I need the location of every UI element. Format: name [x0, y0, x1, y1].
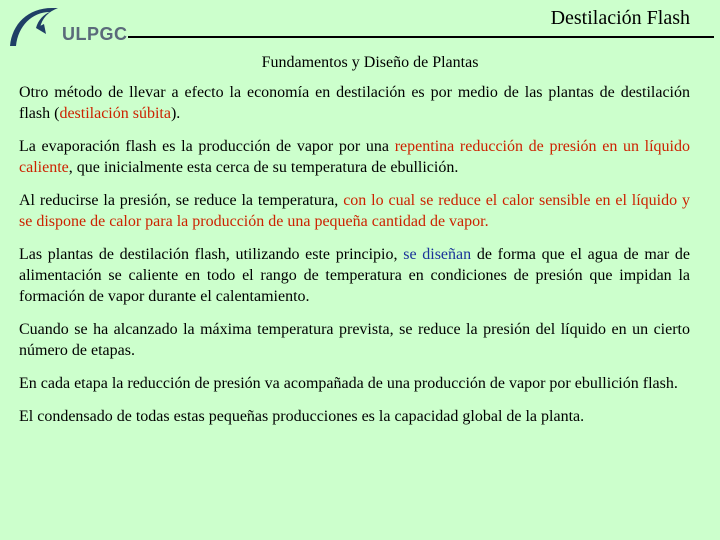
paragraph-2 [19, 136, 690, 178]
text-run: En cada etapa la reducción de presión va acompañada de una producción de vapor por ebullición flash. [19, 375, 678, 392]
text-run: de forma que el agua de mar de alimentación se caliente en todo el rango de temperatura en condiciones de presión que impidan la formación de vapor durante el calentamiento. [19, 246, 691, 305]
header-divider [128, 36, 714, 38]
text-run: La evaporación flash es la producción de vapor por una [19, 138, 395, 155]
text-run: Las plantas de destilación flash, utilizando este principio, [19, 246, 404, 263]
text-run: Cuando se ha alcanzado la máxima temperatura prevista, se reduce la presión del líquido en un cierto número de etapas. [19, 321, 690, 359]
content-body [19, 82, 690, 439]
text-run: El condensado de todas estas pequeñas producciones es la capacidad global de la planta. [19, 408, 585, 425]
page-title: Destilación Flash [550, 7, 690, 29]
paragraph-7 [19, 406, 690, 427]
paragraph-1 [19, 82, 690, 124]
logo-text: ULPGC [62, 24, 128, 44]
highlight-red: destilación súbita [59, 105, 171, 122]
paragraph-4 [19, 244, 690, 307]
paragraph-6 [19, 373, 690, 394]
highlight-red: repentina reducción de presión en un líquido caliente [19, 138, 691, 176]
highlight-red: con lo cual se reduce el calor sensible en el líquido y se dispone de calor para la producción de una pequeña cantidad de vapor. [19, 192, 691, 230]
text-run: Otro método de llevar a efecto la economía en destilación es por medio de las plantas de destilación flash ( [19, 84, 690, 122]
page-subtitle: Fundamentos y Diseño de Plantas [261, 54, 479, 71]
text-run: ). [170, 105, 181, 122]
text-run: Al reducirse la presión, se reduce la temperatura, [19, 192, 344, 209]
highlight-blue: se diseñan [403, 246, 472, 263]
paragraph-3 [19, 190, 690, 232]
paragraph-5 [19, 319, 690, 361]
ulpgc-swoosh-icon [6, 4, 62, 48]
ulpgc-logo [6, 4, 126, 48]
text-run: , que inicialmente esta cerca de su temperatura de ebullición. [68, 159, 459, 176]
